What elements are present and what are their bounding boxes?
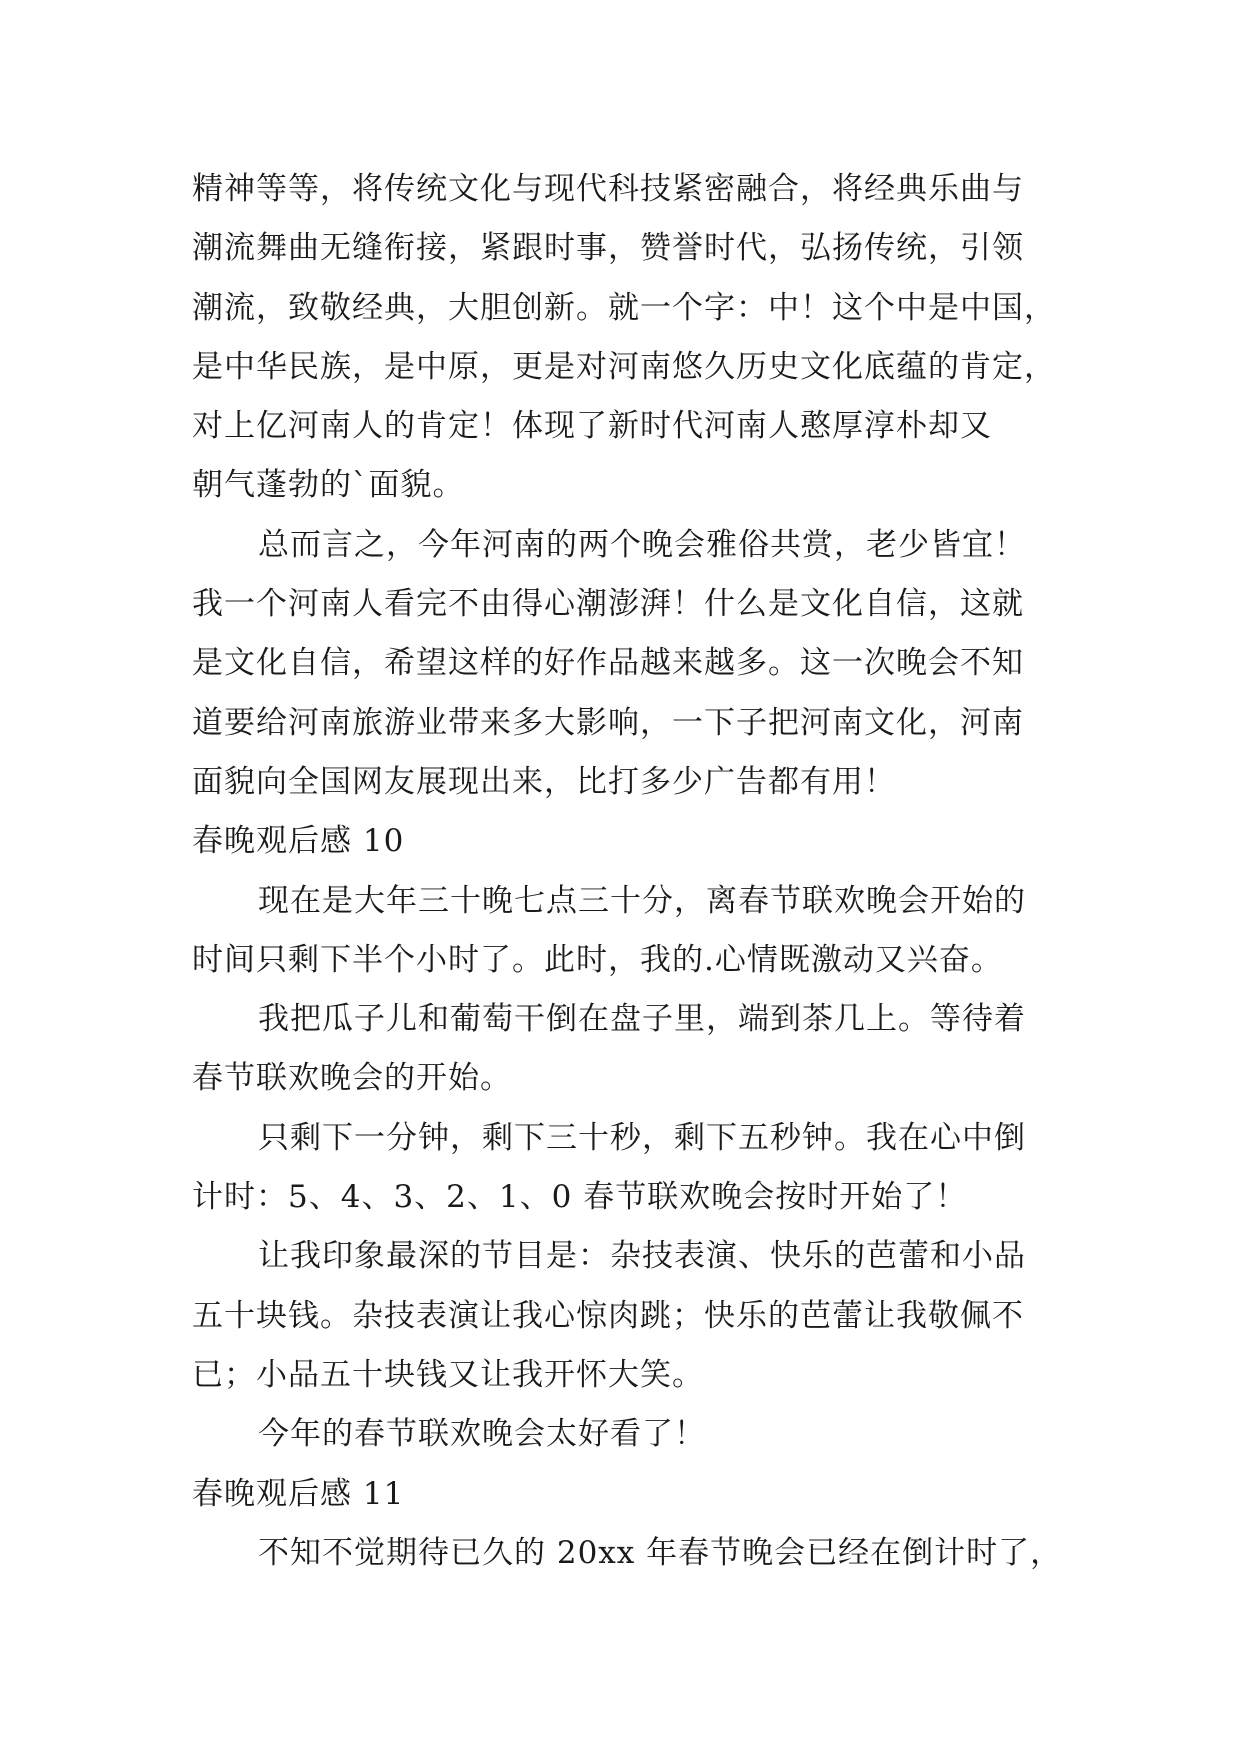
text-line: 只剩下一分钟，剩下三十秒，剩下五秒钟。我在心中倒 xyxy=(258,1119,1026,1156)
text-line: 我把瓜子儿和葡萄干倒在盘子里，端到茶几上。等待着 xyxy=(258,1001,1026,1038)
text-line: 是文化自信，希望这样的好作品越来越多。这一次晚会不知 xyxy=(192,645,1024,682)
text-line: 时间只剩下半个小时了。此时，我的.心情既激动又兴奋。 xyxy=(192,941,1003,978)
text-line: 计时：5、4、3、2、1、0 春节联欢晚会按时开始了！ xyxy=(192,1179,968,1216)
section-heading: 春晚观后感 10 xyxy=(192,823,405,860)
document-body xyxy=(192,160,1092,1583)
text-line: 我一个河南人看完不由得心潮澎湃！什么是文化自信，这就 xyxy=(192,586,1024,623)
text-line: 让我印象最深的节目是：杂技表演、快乐的芭蕾和小品 xyxy=(258,1238,1026,1275)
text-line: 不知不觉期待已久的 20xx 年春节晚会已经在倒计时了， xyxy=(258,1534,1063,1571)
section-heading: 春晚观后感 11 xyxy=(192,1475,405,1512)
text-line: 面貌向全国网友展现出来，比打多少广告都有用！ xyxy=(192,763,896,800)
text-line: 潮流，致敬经典，大胆创新。就一个字：中！这个中是中国， xyxy=(192,289,1056,326)
text-line: 春节联欢晚会的开始。 xyxy=(192,1060,512,1097)
text-line: 总而言之，今年河南的两个晚会雅俗共赏，老少皆宜！ xyxy=(258,526,1026,563)
text-line: 精神等等，将传统文化与现代科技紧密融合，将经典乐曲与 xyxy=(192,171,1024,207)
text-line: 今年的春节联欢晚会太好看了！ xyxy=(258,1416,706,1453)
text-line: 朝气蓬勃的`面貌。 xyxy=(192,467,465,504)
text-line: 已；小品五十块钱又让我开怀大笑。 xyxy=(192,1356,704,1393)
text-line: 道要给河南旅游业带来多大影响，一下子把河南文化，河南 xyxy=(192,704,1024,741)
text-line: 现在是大年三十晚七点三十分，离春节联欢晚会开始的 xyxy=(258,882,1026,919)
text-line: 对上亿河南人的肯定！体现了新时代河南人憨厚淳朴却又 xyxy=(192,408,992,445)
text-line: 是中华民族，是中原，更是对河南悠久历史文化底蕴的肯定， xyxy=(192,348,1056,385)
text-line: 潮流舞曲无缝衔接，紧跟时事，赞誉时代，弘扬传统，引领 xyxy=(192,230,1024,267)
text-line: 五十块钱。杂技表演让我心惊肉跳；快乐的芭蕾让我敬佩不 xyxy=(192,1297,1024,1334)
